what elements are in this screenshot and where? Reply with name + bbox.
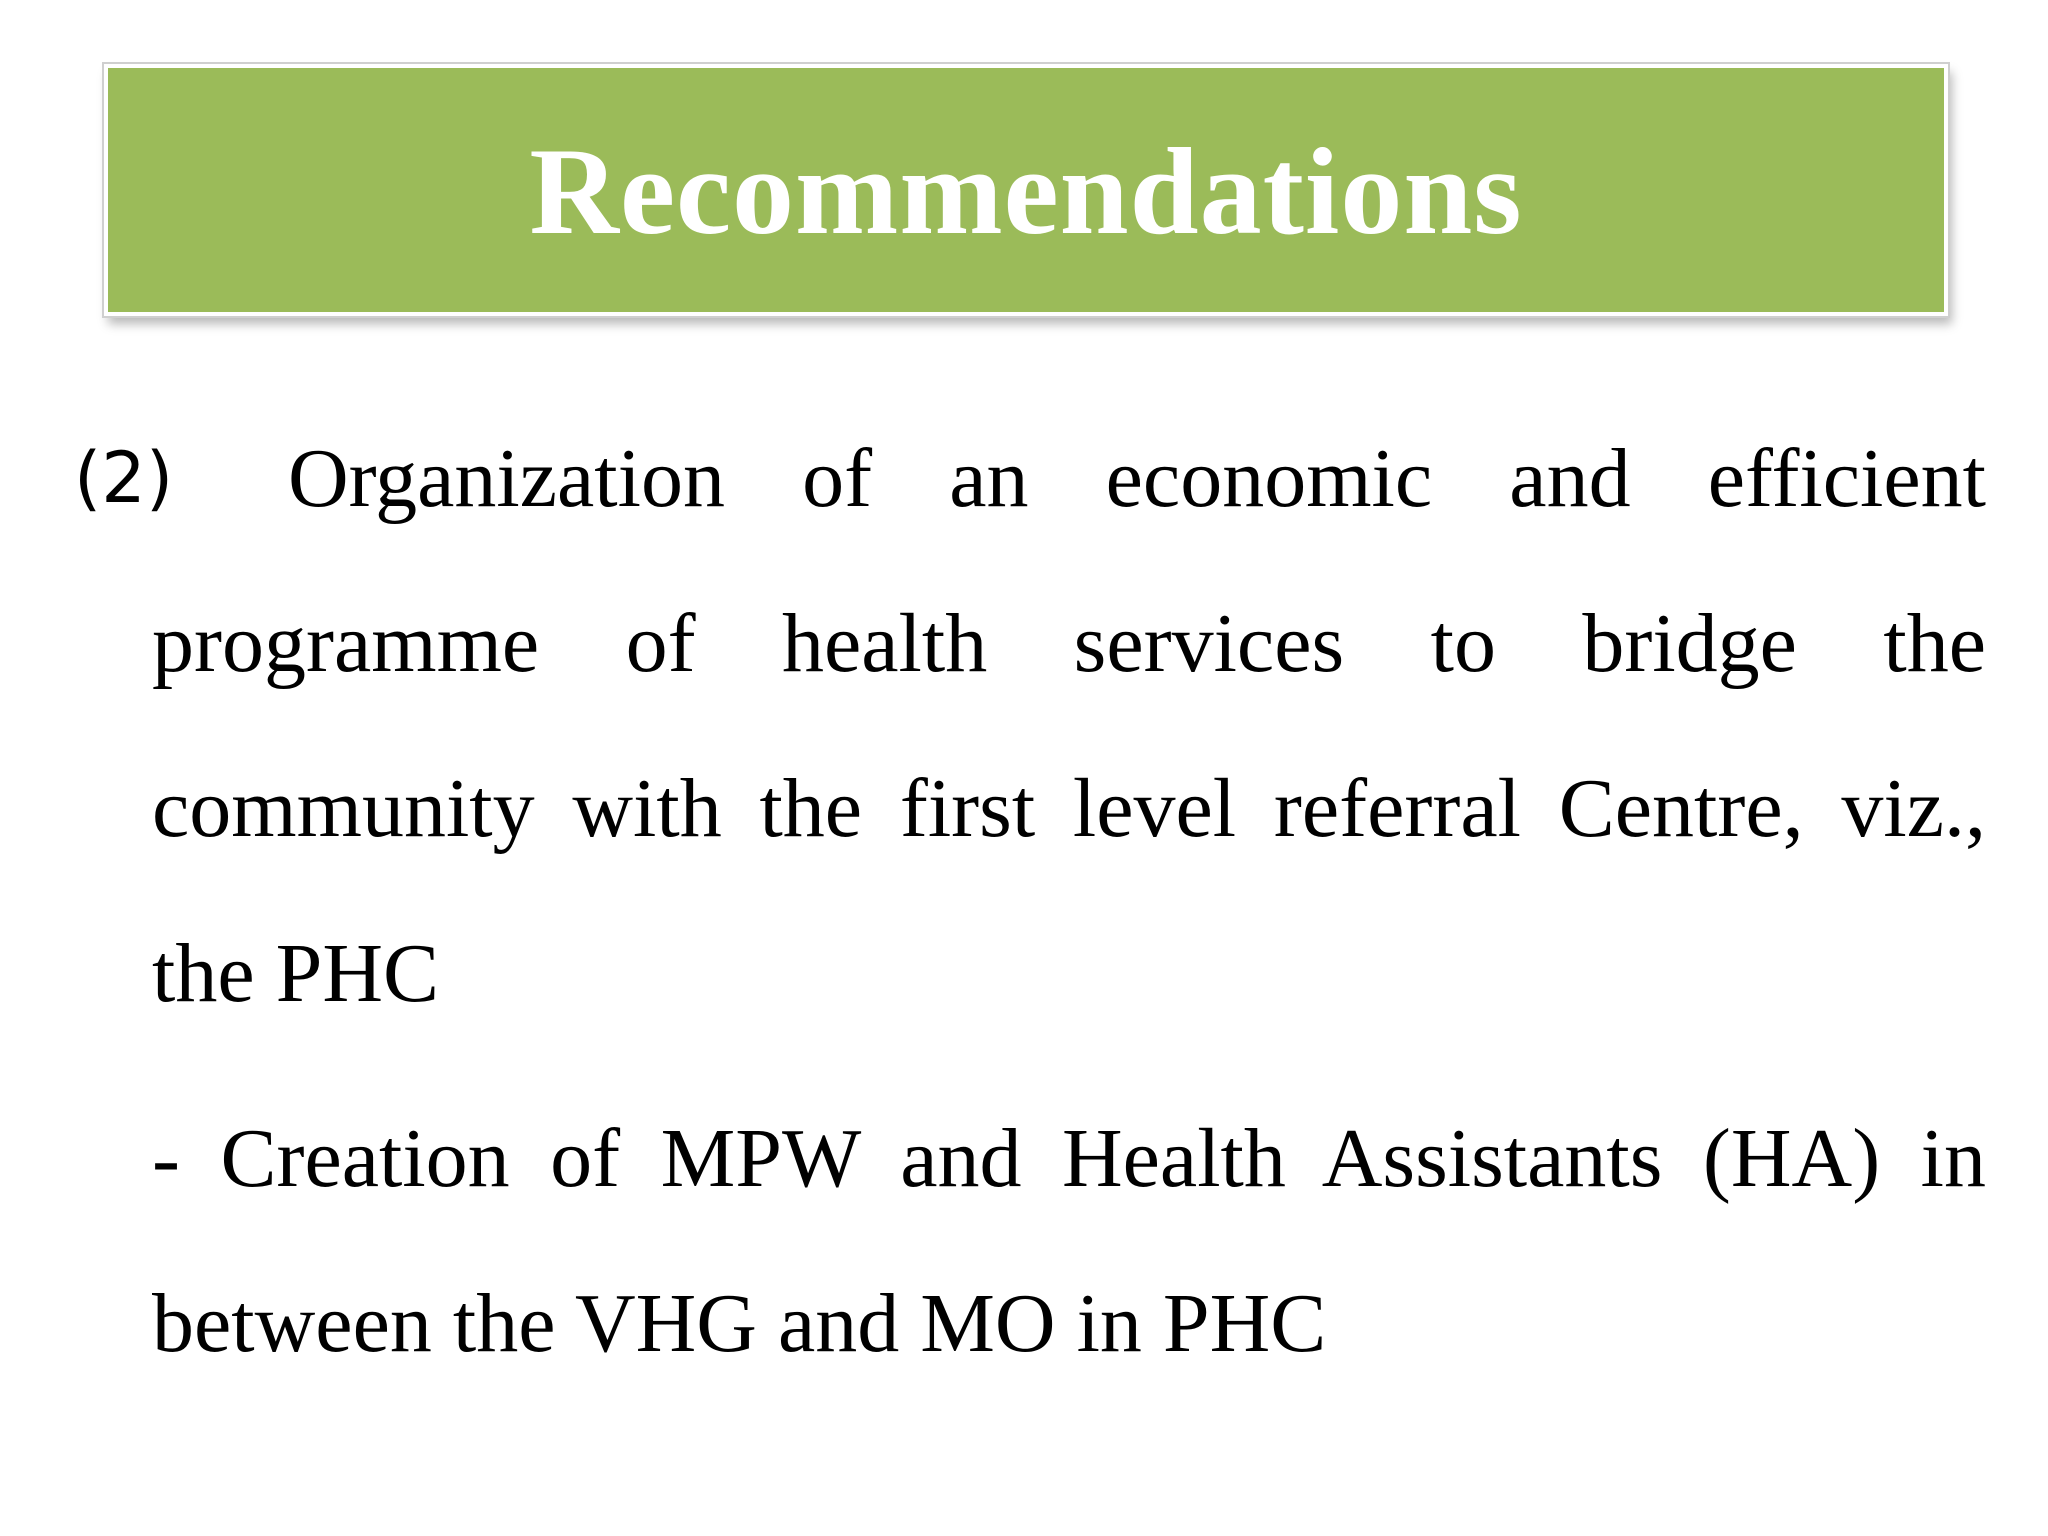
slide-body <box>74 396 1986 1406</box>
recommendation-item <box>74 396 1986 1056</box>
title-banner <box>104 64 1948 316</box>
item-number: (2) <box>74 437 174 519</box>
item-text: Organization of an economic and efficient programme of health services to bridge the community with the first level referral Centre, viz., the PHC <box>152 432 1986 1020</box>
sub-point-text: - Creation of MPW and Health Assistants (HA) in between the VHG and MO in PHC <box>152 1112 1986 1370</box>
slide-title: Recommendations <box>529 123 1523 260</box>
